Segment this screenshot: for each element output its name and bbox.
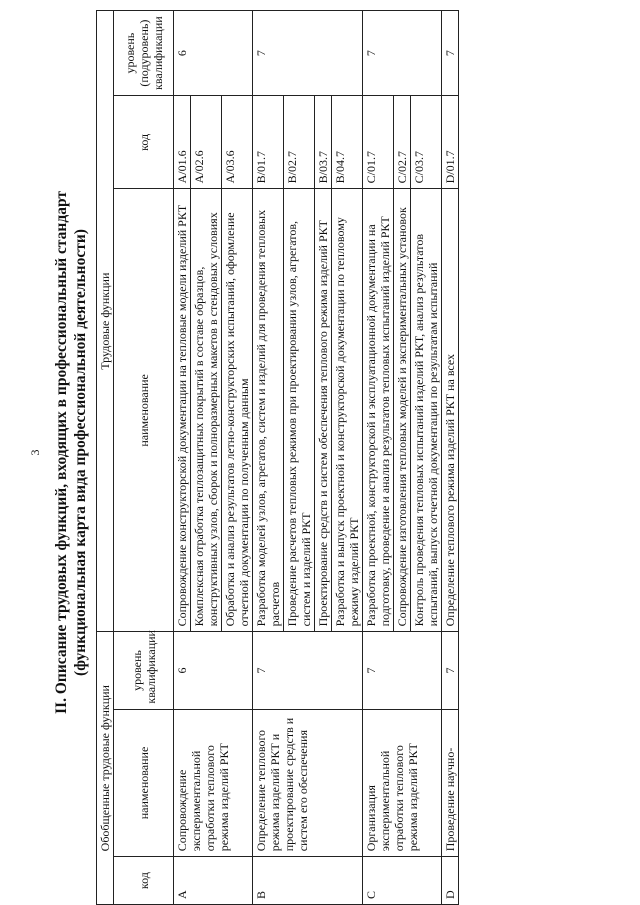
function-code: B/04.7 [332,96,363,189]
title-line-2: (функциональная карта вида профессиональной деятельности) [72,229,89,676]
function-code: B/01.7 [253,96,284,189]
table-row [174,11,191,905]
table-row [442,11,459,905]
function-code: C/01.7 [363,96,394,189]
group-level: 7 [363,632,442,709]
group-code: B [253,857,363,905]
group-level: 7 [253,632,363,709]
header-labor: Трудовые функции [97,11,114,632]
header-fn-code: код [114,96,174,189]
group-code: C [363,857,442,905]
group-code: D [442,857,459,905]
group-level: 7 [442,632,459,709]
function-name: Разработка и выпуск проектной и конструкторской документации по тепловому режиму изделий РКТ [332,189,363,632]
function-level: 6 [174,11,253,96]
header-row-2 [114,11,174,905]
function-name: Определение теплового режима изделий РКТ на всех [442,189,459,632]
function-name: Комплексная отработка теплозащитных покрытий в составе образцов, конструктивных узлов, сборок и полноразмерных макетов в стендовых условиях [191,189,222,632]
function-name: Сопровождение конструкторской документации на тепловые модели изделий РКТ [174,189,191,632]
functional-map-table [96,10,459,905]
header-name: наименование [114,709,174,857]
function-code: C/03.7 [411,96,442,189]
table-body [174,11,459,905]
group-code: A [174,857,253,905]
page-number: 3 [28,449,42,456]
function-code: A/03.6 [222,96,253,189]
section-title [52,0,90,905]
header-fn-name: наименование [114,189,174,632]
function-level: 7 [253,11,363,96]
group-name: Организация экспериментальной отработки теплового режима изделий РКТ [363,709,442,857]
header-code: код [114,857,174,905]
header-level: уровень квалификации [114,632,174,709]
function-code: A/01.6 [174,96,191,189]
table-row [363,11,394,905]
group-name: Сопровождение экспериментальной отработки теплового режима изделий РКТ [174,709,253,857]
function-code: A/02.6 [191,96,222,189]
group-level: 6 [174,632,253,709]
header-row-1 [97,11,114,905]
function-name: Разработка моделей узлов, агрегатов, систем и изделий для проведения тепловых расчетов [253,189,284,632]
function-name: Проектирование средств и систем обеспечения теплового режима изделий РКТ [315,189,332,632]
group-name: Проведение научно- [442,709,459,857]
table-row [253,11,284,905]
function-code: C/02.7 [394,96,411,189]
header-fn-level: уровень (подуровень) квалификации [114,11,174,96]
function-level: 7 [442,11,459,96]
function-name: Обработка и анализ результатов летно-конструкторских испытаний, оформление отчетной документации по полученным данным [222,189,253,632]
function-code: B/03.7 [315,96,332,189]
function-name: Контроль проведения тепловых испытаний изделий РКТ, анализ результатов испытаний, выпуск отчетной документации по результатам испытаний [411,189,442,632]
title-line-1: II. Описание трудовых функций, входящих в профессиональный стандарт [53,191,70,714]
function-name: Разработка проектной, конструкторской и эксплуатационной документации на подготовку, проведение и анализ результатов тепловых испытаний изделий РКТ [363,189,394,632]
header-generalized: Обобщенные трудовые функции [97,632,114,905]
function-name: Проведение расчетов тепловых режимов при проектировании узлов, агрегатов, систем и изделий РКТ [284,189,315,632]
function-code: D/01.7 [442,96,459,189]
function-name: Сопровождение изготовления тепловых моделей и экспериментальных установок [394,189,411,632]
function-level: 7 [363,11,442,96]
function-code: B/02.7 [284,96,315,189]
group-name: Определение теплового режима изделий РКТ и проектирование средств и систем его обеспечения [253,709,363,857]
